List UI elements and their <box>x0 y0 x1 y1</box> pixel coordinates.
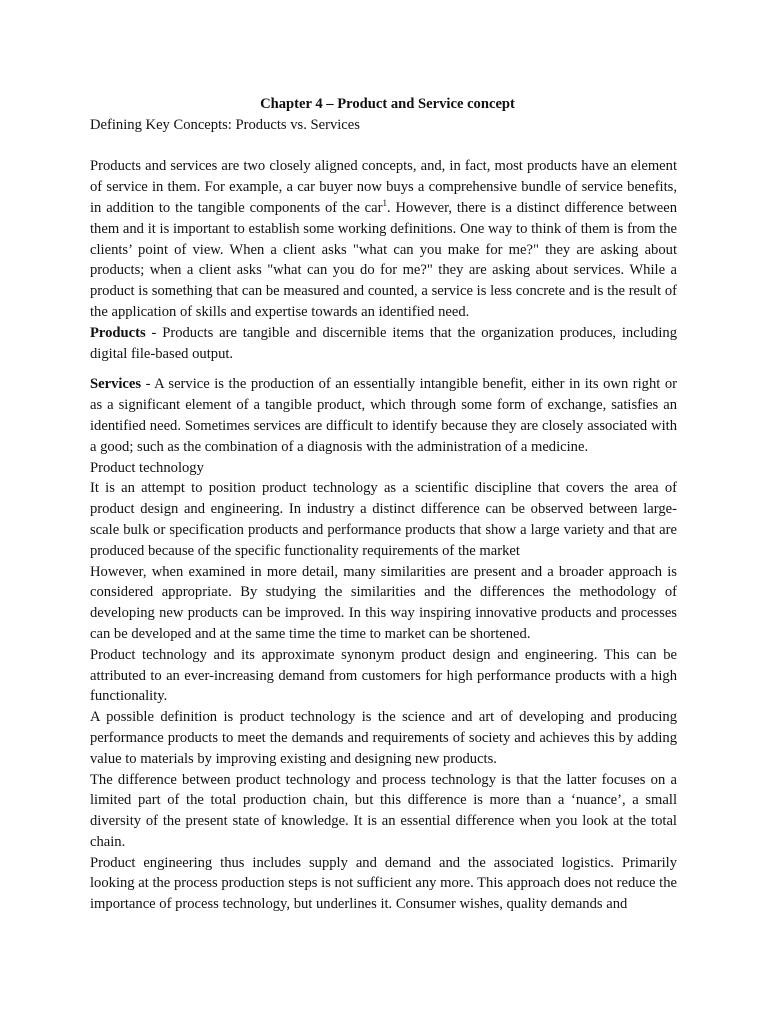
services-term: Services <box>90 376 142 393</box>
intro-text-end: . However, there is a distinct difference between them and it is important to establish some working definitions. One way to think of them is from the clients’ point of view. When a client asks "what can you make for me?" they are asking about products; when a client asks "what can you do for me?" they are asking about services. While a product is something that can be measured and counted, a service is less concrete and is the result of the application of skills and expertise towards an identified need. <box>90 199 677 320</box>
body-paragraph: Product technology and its approximate synonym product design and engineering. This can be attributed to an ever-increasing demand from customers for high performance products with a high functionality. <box>90 646 677 705</box>
chapter-title: Chapter 4 – Product and Service concept <box>260 96 515 112</box>
products-term: Products <box>90 324 146 341</box>
footnote-marker[interactable]: 1 <box>382 198 387 209</box>
services-text: - A service is the production of an essentially intangible benefit, either in its own right or as a significant element of a tangible product, which through some form of exchange, satisfies an identified need. Sometimes services are difficult to identify because they are closely associated with a good; such as the combination of a diagnosis with the administration of a medicine. <box>90 376 677 455</box>
body-paragraph: The difference between product technology and process technology is that the latter focuses on a limited part of the total production chain, but this difference is more than a ‘nuance’, a small diversity of the present state of knowledge. It is an essential difference when you look at the total chain. <box>90 771 677 850</box>
section-subtitle: Defining Key Concepts: Products vs. Services <box>90 116 360 133</box>
body-paragraph: A possible definition is product technology is the science and art of developing and producing performance products to meet the demands and requirements of society and achieves this by adding value to materials by improving existing and designing new products. <box>90 709 677 767</box>
intro-text-start: Products and services are two closely aligned concepts, and, in fact, most products have an element of service in them. For example, a car buyer now buys a comprehensive bundle of service benefits, in addition to the tangible components of the car <box>90 158 677 216</box>
products-definition <box>90 323 677 365</box>
services-definition <box>90 374 677 457</box>
body-paragraph: Product engineering thus includes supply and demand and the associated logistics. Primarily looking at the process production steps is not sufficient any more. This approach does not reduce the importance of process technology, but underlines it. Consumer wishes, quality demands and <box>90 854 677 913</box>
body-paragraph: It is an attempt to position product technology as a scientific discipline that covers the area of product design and engineering. In industry a distinct difference can be observed between large-scale bulk or specification products and performance products that show a large variety and that are produced because of the specific functionality requirements of the market <box>90 480 677 559</box>
blank-line <box>90 136 677 157</box>
product-technology-heading: Product technology <box>90 459 204 476</box>
document-page <box>90 94 677 915</box>
body-paragraph: However, when examined in more detail, many similarities are present and a broader approach is considered appropriate. By studying the similarities and the differences the methodology of developing new products can be improved. In this way inspiring innovative products and processes can be developed and at the same time the time to market can be shortened. <box>90 563 677 642</box>
intro-paragraph <box>90 156 677 322</box>
products-text: - Products are tangible and discernible items that the organization produces, including digital file-based output. <box>90 324 677 362</box>
